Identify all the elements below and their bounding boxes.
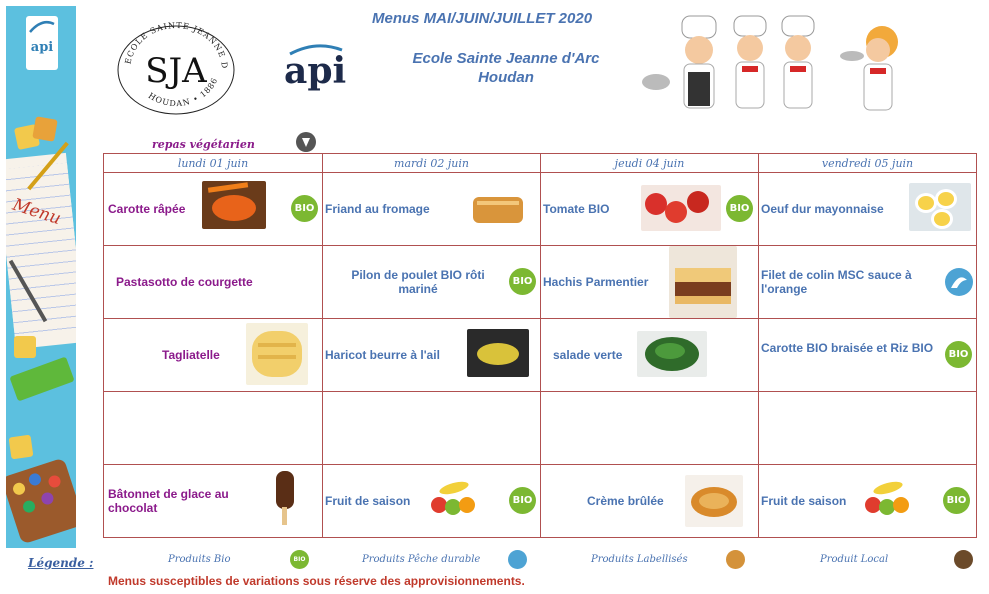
menu-cell [323, 319, 541, 392]
menu-cell [541, 246, 759, 319]
legend-title: Légende : [28, 556, 94, 570]
api-swoosh-icon [26, 16, 58, 36]
creme-brulee-photo [685, 475, 743, 527]
tomato-photo [641, 185, 721, 231]
menu-cell [323, 246, 541, 319]
ice-cream-bar-photo [274, 471, 296, 527]
green-salad-photo [637, 331, 707, 377]
legend-bio-label: Produits Bio [168, 554, 231, 565]
tagliatelle-photo [246, 323, 308, 385]
sustainable-fishing-icon [508, 550, 527, 569]
menu-row-main [104, 246, 977, 319]
sticky-note-icon [9, 435, 34, 460]
egg-mayonnaise-photo [909, 183, 971, 231]
dish-name: Tomate BIO [543, 202, 610, 216]
school-city: Houdan [478, 69, 534, 86]
menu-cell [759, 465, 977, 538]
hachis-parmentier-photo [669, 246, 737, 318]
bio-icon: BIO [726, 195, 753, 222]
menu-cell [541, 392, 759, 465]
dish-name: Filet de colin MSC sauce à l'orange [761, 268, 912, 296]
decorative-strip [6, 6, 76, 548]
chef-figure-3 [782, 16, 814, 108]
dish-name: Haricot beurre à l'ail [325, 348, 440, 362]
fruit-basket-photo [863, 481, 913, 521]
legend-label-products: Produits Labellisés [591, 554, 688, 565]
chef-figure-2 [734, 16, 766, 108]
menu-cell [104, 319, 323, 392]
bio-icon: BIO [509, 487, 536, 514]
menu-cell [759, 173, 977, 246]
bio-icon: BIO [290, 550, 309, 569]
dish-name: Fruit de saison [761, 494, 847, 508]
day-header-row [104, 154, 977, 173]
colander-icon [9, 357, 74, 402]
menu-cell [759, 246, 977, 319]
dish-name: Pastasotto de courgette [116, 275, 253, 289]
dish-name: Fruit de saison [325, 494, 411, 508]
sticky-note-icon [32, 116, 57, 141]
bio-icon: BIO [943, 487, 970, 514]
api-small-logo [26, 16, 58, 70]
menu-row-dessert [104, 465, 977, 538]
dish-name: salade verte [553, 348, 623, 362]
bio-icon: BIO [291, 195, 318, 222]
api-small-label: api [30, 40, 54, 55]
fruit-basket-photo [429, 481, 479, 521]
award-label-icon [726, 550, 745, 569]
chef-figure-4 [840, 26, 898, 110]
green-beans-photo [467, 329, 529, 377]
dish-name: Bâtonnet de glace au chocolat [108, 487, 229, 515]
grated-carrot-photo [202, 181, 266, 229]
dish-name: Pilon de poulet BIO rôti mariné [351, 268, 485, 296]
menu-cell [541, 465, 759, 538]
api-swoosh-icon [288, 44, 344, 56]
sja-ring-bottom-text: HOUDAN • 1886 [146, 76, 220, 109]
sticky-note-icon [14, 336, 36, 358]
dish-name: Carotte râpée [108, 202, 186, 216]
menu-cell [104, 173, 323, 246]
menu-row-empty [104, 392, 977, 465]
menu-cell [541, 319, 759, 392]
day-header: vendredi 05 juin [759, 154, 977, 173]
dish-name: Tagliatelle [162, 348, 220, 362]
menu-cell [759, 319, 977, 392]
vegetarian-icon [296, 132, 316, 152]
chefs-illustration [642, 12, 938, 124]
menu-cell [759, 392, 977, 465]
menu-period-title: Menus MAI/JUIN/JUILLET 2020 [372, 10, 593, 27]
day-header: mardi 02 juin [323, 154, 541, 173]
bio-icon: BIO [945, 341, 972, 368]
menu-cell [323, 173, 541, 246]
sja-ring-text: ECOLE SAINTE JEANNE D [123, 22, 230, 70]
dish-name: Crème brûlée [587, 494, 664, 508]
cheese-pastry-photo [471, 191, 525, 229]
bio-icon: BIO [509, 268, 536, 295]
api-logo [284, 50, 346, 92]
dish-name: Friand au fromage [325, 202, 430, 216]
dish-name: Oeuf dur mayonnaise [761, 202, 884, 216]
menu-cell [104, 465, 323, 538]
menu-row-starter [104, 173, 977, 246]
menu-cell [104, 246, 323, 319]
chef-figure-1 [642, 16, 716, 108]
legend-fishing-label: Produits Pêche durable [362, 554, 481, 565]
paint-palette-icon [6, 458, 76, 545]
sustainable-fishing-icon [945, 268, 973, 296]
menu-cell [104, 392, 323, 465]
api-logo-text: api [284, 50, 347, 92]
supply-variation-note: Menus susceptibles de variations sous réserve des approvisionnements. [108, 574, 525, 588]
school-name: Ecole Sainte Jeanne d'Arc [412, 50, 600, 67]
dish-name: Hachis Parmentier [543, 275, 649, 289]
day-header: jeudi 04 juin [541, 154, 759, 173]
menu-row-side [104, 319, 977, 392]
dish-name: Carotte BIO braisée et Riz BIO [761, 341, 934, 355]
menu-cell [541, 173, 759, 246]
sja-monogram: SJA [145, 51, 207, 91]
menu-table [103, 153, 977, 538]
legend-local-label: Produit Local [820, 554, 889, 565]
local-product-icon [954, 550, 973, 569]
sja-logo [108, 22, 244, 118]
strip-menu-word: Menu [10, 194, 64, 230]
menu-cell [323, 465, 541, 538]
vegetarian-meal-label: repas végétarien [152, 138, 255, 151]
menu-cell [323, 392, 541, 465]
day-header: lundi 01 juin [104, 154, 323, 173]
